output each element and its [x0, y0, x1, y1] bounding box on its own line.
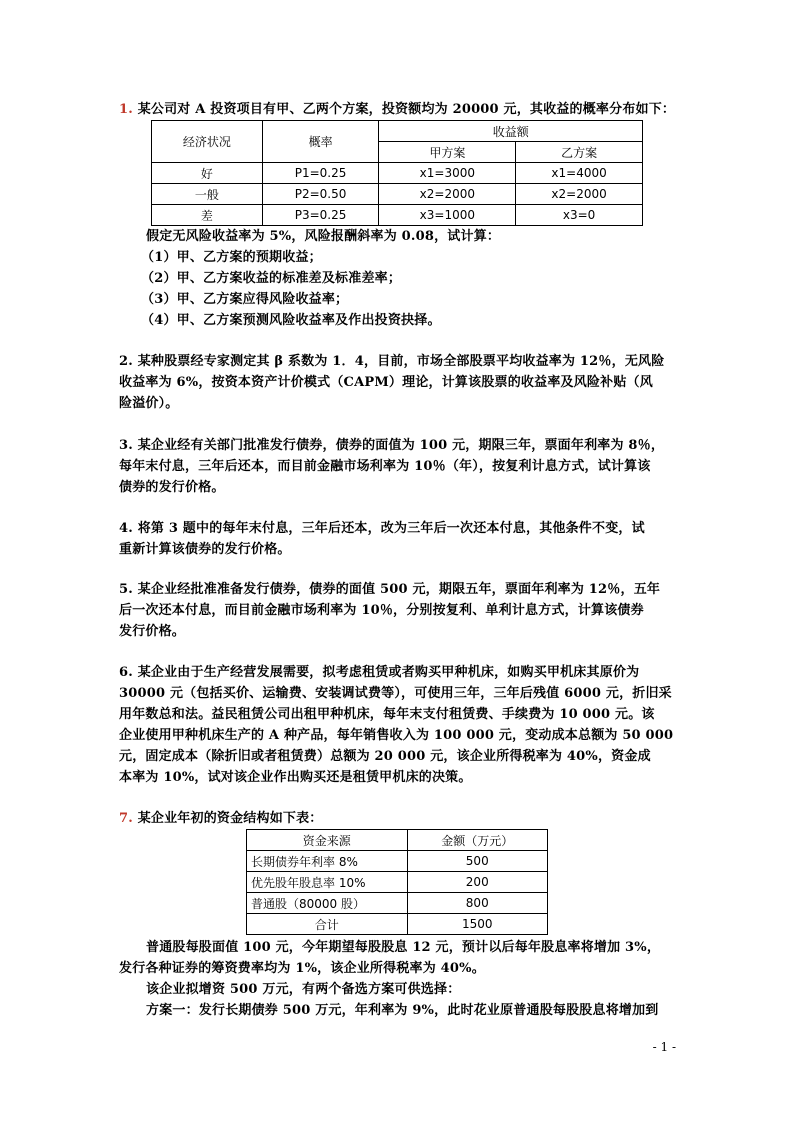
- q6-paragraph: [119, 662, 679, 788]
- table-cell: 好: [152, 163, 263, 184]
- table-cell: x3=0: [516, 205, 643, 226]
- table-cell: 800: [407, 893, 548, 914]
- q7-body: [119, 937, 679, 1021]
- q7-table: [246, 829, 548, 935]
- q4-paragraph: [119, 518, 679, 560]
- q1-item: （1）甲、乙方案的预期收益；: [141, 250, 322, 265]
- q1-item: （2）甲、乙方案收益的标准差及标准差率；: [141, 271, 402, 286]
- q1-item: （4）甲、乙方案预测风险收益率及作出投资抉择。: [141, 313, 441, 328]
- q5-paragraph: [119, 579, 679, 642]
- table-cell: 长期债券年利率 8%: [247, 851, 408, 872]
- q3-line: 每年末付息，三年后还本，而目前金融市场利率为 10％（年），按复利计息方式，试计算该: [119, 459, 651, 474]
- q5-line: 5. 某企业经批准准备发行债券，债券的面值 500 元，期限五年，票面年利率为 12％，五年: [119, 582, 661, 597]
- table-cell: 优先股年股息率 10%: [247, 872, 408, 893]
- page-number: - 1 -: [652, 1040, 676, 1054]
- q6-line: 用年数总和法。益民租赁公司出租甲种机床，每年末支付租赁费、手续费为 10 000 元。该: [119, 707, 655, 722]
- q2-line: 收益率为 6%，按资本资产计价模式（CAPM）理论，计算该股票的收益率及风险补贴（风: [119, 375, 653, 390]
- table-row: [247, 872, 548, 893]
- table-cell: 500: [407, 851, 548, 872]
- q7-line: 普通股每股面值 100 元，今年期望每股股息 12 元，预计以后每年股息率将增加 3%，: [146, 940, 661, 955]
- table-row: [247, 851, 548, 872]
- table-cell: x2=2000: [516, 184, 643, 205]
- table-cell: 1500: [407, 914, 548, 935]
- q1-item: （3）甲、乙方案应得风险收益率；: [141, 292, 349, 307]
- table-cell: 一般: [152, 184, 263, 205]
- table-cell: 合计: [247, 914, 408, 935]
- q1-table: [151, 120, 643, 226]
- q6-line: 30000 元（包括买价、运输费、安装调试费等），可使用三年，三年后残值 6000 元，折旧采: [119, 686, 672, 701]
- table-cell: P1=0.25: [262, 163, 379, 184]
- q7-number: 7.: [119, 811, 133, 826]
- q1-header-return: 收益额: [379, 121, 643, 142]
- q1-header-state: 经济状况: [152, 121, 263, 163]
- q7-header-source: 资金来源: [247, 830, 408, 851]
- q4-line: 重新计算该债券的发行价格。: [119, 542, 291, 557]
- q4-line: 4. 将第 3 题中的每年末付息，三年后还本，改为三年后一次还本付息，其他条件不变，试: [119, 521, 645, 536]
- q2-line: 险溢价）。: [119, 396, 179, 411]
- q1-header-prob: 概率: [262, 121, 379, 163]
- q2-line: 2. 某种股票经专家测定其 β 系数为 1．4，目前，市场全部股票平均收益率为 12％，无风险: [119, 354, 665, 369]
- table-cell: 差: [152, 205, 263, 226]
- q1-header-plan-b: 乙方案: [516, 142, 643, 163]
- q1-header-plan-a: 甲方案: [379, 142, 516, 163]
- q7-line: 方案一：发行长期债券 500 万元，年利率为 9%，此时花业原普通股每股股息将增加到: [146, 1003, 659, 1018]
- table-cell: x3=1000: [379, 205, 516, 226]
- table-cell: P2=0.50: [262, 184, 379, 205]
- q6-line: 6. 某企业由于生产经营发展需要，拟考虑租赁或者购买甲种机床，如购买甲机床其原价为: [119, 665, 640, 680]
- q7-title: [119, 808, 679, 829]
- q1-title-text: 某公司对 A 投资项目有甲、乙两个方案，投资额均为 20000 元，其收益的概率分布如下：: [132, 102, 676, 117]
- q1-body: [119, 226, 679, 331]
- table-row: [247, 914, 548, 935]
- q6-line: 企业使用甲种机床生产的 A 种产品，每年销售收入为 100 000 元，变动成本总额为 50 000: [119, 728, 674, 743]
- q1-title: [119, 99, 679, 120]
- q5-line: 发行价格。: [119, 624, 186, 639]
- table-row: [152, 163, 643, 184]
- q6-line: 本率为 10%，试对该企业作出购买还是租赁甲机床的决策。: [119, 770, 472, 785]
- q3-line: 债券的发行价格。: [119, 480, 225, 495]
- table-cell: x1=3000: [379, 163, 516, 184]
- q1-number: 1.: [119, 102, 133, 117]
- table-row: [247, 893, 548, 914]
- table-cell: x2=2000: [379, 184, 516, 205]
- q3-line: 3. 某企业经有关部门批准发行债券，债券的面值为 100 元，期限三年，票面年利率为 8％，: [119, 438, 665, 453]
- q7-line: 该企业拟增资 500 万元，有两个备选方案可供选择：: [146, 982, 461, 997]
- q7-line: 发行各种证券的筹资费率均为 1%，该企业所得税率为 40%。: [119, 961, 485, 976]
- table-cell: 普通股（80000 股）: [247, 893, 408, 914]
- q5-line: 后一次还本付息，而目前金融市场利率为 10％，分别按复利、单利计息方式，计算该债券: [119, 603, 644, 618]
- table-cell: x1=4000: [516, 163, 643, 184]
- q3-paragraph: [119, 435, 679, 498]
- table-row: [152, 184, 643, 205]
- table-cell: P3=0.25: [262, 205, 379, 226]
- table-row: [152, 205, 643, 226]
- table-cell: 200: [407, 872, 548, 893]
- q2-paragraph: [119, 351, 679, 414]
- q6-line: 元，固定成本（除折旧或者租赁费）总额为 20 000 元，该企业所得税率为 40%，资金成: [119, 749, 651, 764]
- q7-header-amount: 金额（万元）: [407, 830, 548, 851]
- q7-title-text: 某企业年初的资金结构如下表：: [132, 811, 323, 826]
- q1-intro: 假定无风险收益率为 5%，风险报酬斜率为 0.08，试计算：: [146, 229, 501, 244]
